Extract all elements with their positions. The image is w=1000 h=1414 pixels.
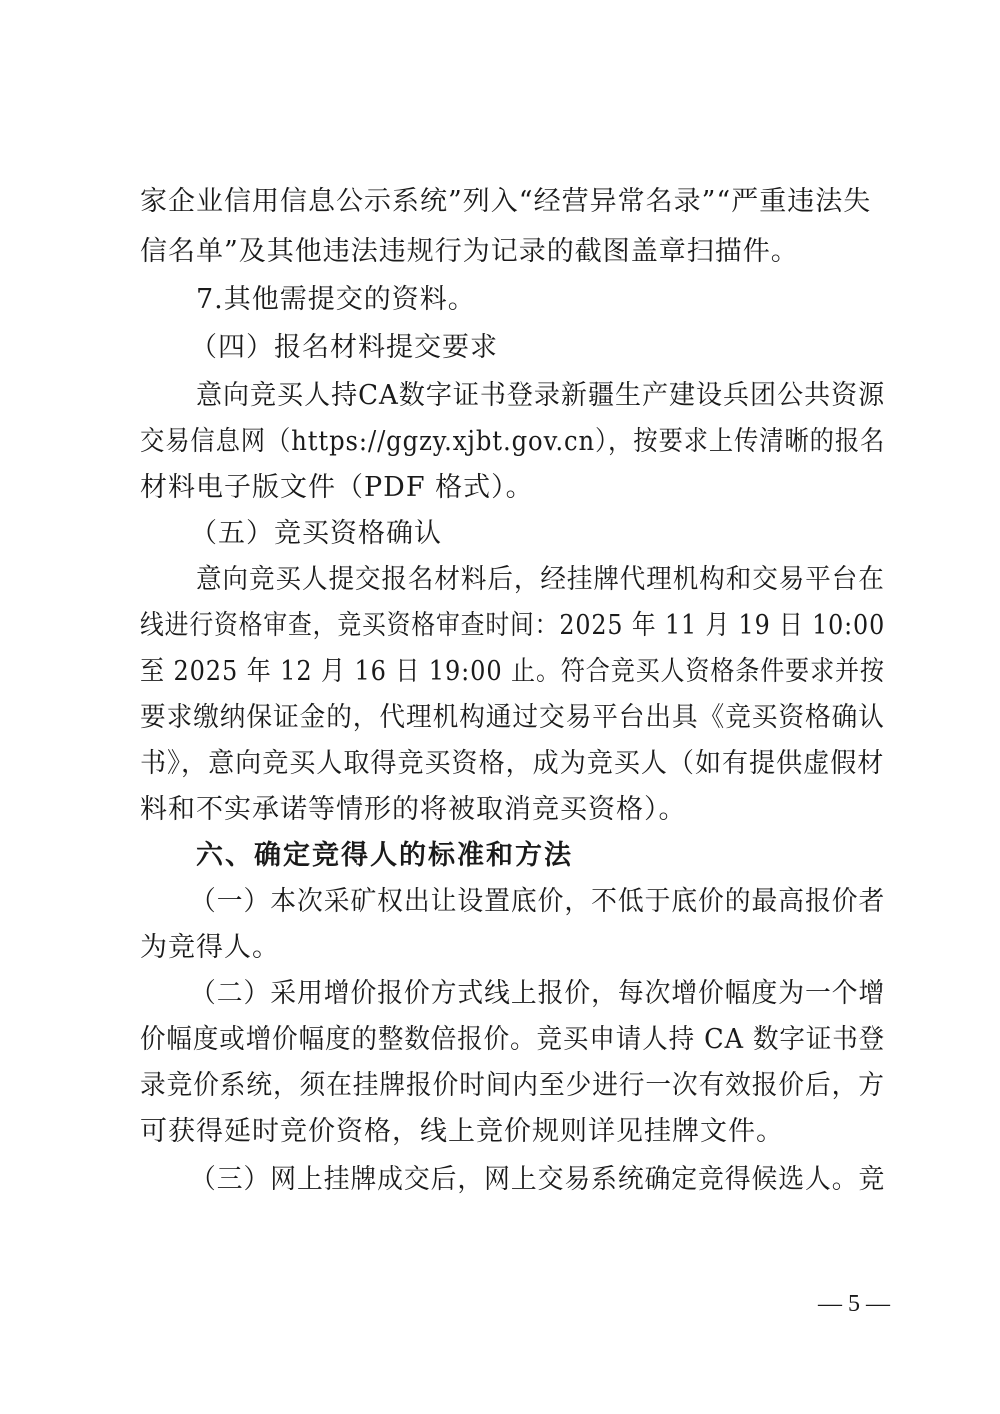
text-line-6: 交易信息网（https://ggzy.xjbt.gov.cn），按要求上传清晰的报名 (140, 426, 886, 457)
text-line-1: 家企业信用信息公示系统”列入“经营异常名录”“严重违法失 (140, 186, 872, 217)
text-line-16: （一）本次采矿权出让设置底价，不低于底价的最高报价者 (190, 886, 886, 917)
text-line-11: 至 2025 年 12 月 16 日 19:00 止。符合竞买人资格条件要求并按 (140, 656, 885, 687)
section-heading-4: （四）报名材料提交要求 (190, 332, 498, 363)
section-heading-5: （五）竞买资格确认 (190, 518, 442, 549)
text-line-19: 价幅度或增价幅度的整数倍报价。竞买申请人持 CA 数字证书登 (140, 1024, 886, 1055)
text-line-20: 录竞价系统，须在挂牌报价时间内至少进行一次有效报价后，方 (140, 1070, 885, 1101)
text-line-18: （二）采用增价报价方式线上报价，每次增价幅度为一个增 (190, 978, 886, 1009)
text-line-13: 书》，意向竞买人取得竞买资格，成为竞买人（如有提供虚假材 (140, 748, 885, 779)
text-line-5: 意向竞买人持CA数字证书登录新疆生产建设兵团公共资源 (196, 380, 886, 411)
text-line-10: 线进行资格审查，竞买资格审查时间：2025 年 11 月 19 日 10:00 (140, 610, 886, 641)
text-line-14: 料和不实承诺等情形的将被取消竞买资格）。 (140, 794, 687, 825)
text-line-3: 7.其他需提交的资料。 (196, 284, 476, 315)
text-line-7: 材料电子版文件（PDF 格式）。 (140, 472, 534, 503)
text-line-17: 为竞得人。 (140, 932, 280, 963)
text-line-12: 要求缴纳保证金的，代理机构通过交易平台出具《竞买资格确认 (140, 702, 885, 733)
page-number: — 5 — (818, 1291, 890, 1317)
text-line-21: 可获得延时竞价资格，线上竞价规则详见挂牌文件。 (140, 1116, 784, 1147)
chapter-heading-6: 六、确定竞得人的标准和方法 (196, 840, 573, 871)
text-line-22: （三）网上挂牌成交后，网上交易系统确定竞得候选人。竞 (190, 1164, 886, 1195)
text-line-9: 意向竞买人提交报名材料后，经挂牌代理机构和交易平台在 (196, 564, 885, 595)
text-line-2: 信名单”及其他违法违规行为记录的截图盖章扫描件。 (140, 236, 799, 267)
